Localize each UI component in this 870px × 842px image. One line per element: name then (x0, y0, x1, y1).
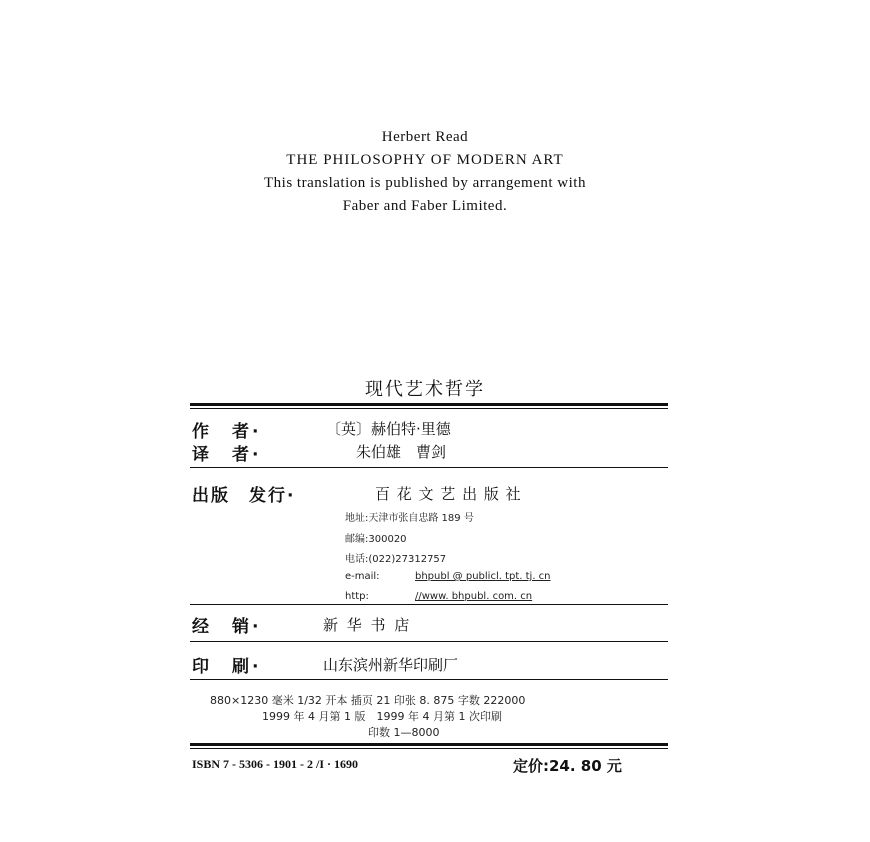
english-publisher-line: Faber and Faber Limited. (342, 198, 508, 214)
translator-value: 朱伯雄 曹剑 (356, 443, 447, 461)
publisher-label: 出版 发行· (192, 486, 296, 506)
price: 定价:24. 80 元 (513, 757, 622, 775)
chinese-title: 现代艺术哲学 (365, 379, 485, 400)
distributor-value: 新 华 书 店 (323, 616, 412, 634)
top-rule-thick (190, 403, 668, 406)
bottom-rule-thin (190, 748, 668, 749)
email-link[interactable]: bhpubl @ publicl. tpt. tj. cn (415, 571, 551, 582)
publisher-value: 百 花 文 艺 出 版 社 (375, 485, 522, 503)
publisher-address: 地址:天津市张自忠路 189 号 (345, 513, 474, 524)
printer-label: 印 刷· (192, 657, 262, 677)
english-author: Herbert Read (381, 129, 469, 145)
isbn: ISBN 7 - 5306 - 1901 - 2 /I · 1690 (192, 757, 359, 771)
imprint-print-run: 印数 1—8000 (368, 726, 440, 739)
imprint-format-line: 880×1230 毫米 1/32 开本 插页 21 印张 8. 875 字数 222000 (210, 694, 526, 707)
top-rule-thin (190, 408, 668, 409)
publisher-phone: 电话:(022)27312757 (345, 554, 447, 565)
rule-after-translator (190, 467, 668, 468)
bottom-rule-thick (190, 743, 668, 746)
author-label: 作 者· (192, 422, 262, 442)
publisher-postcode: 邮编:300020 (345, 534, 407, 545)
distributor-label: 经 销· (192, 617, 262, 637)
rule-after-printer (190, 679, 668, 680)
english-title: THE PHILOSOPHY OF MODERN ART (286, 152, 564, 168)
translator-label: 译 者· (192, 445, 262, 465)
imprint-edition-line: 1999 年 4 月第 1 版 1999 年 4 月第 1 次印刷 (262, 710, 502, 723)
rule-after-distributor (190, 641, 668, 642)
english-arrangement-line: This translation is published by arrangement with (264, 175, 586, 191)
http-link[interactable]: //www. bhpubl. com. cn (415, 591, 533, 602)
printer-value: 山东滨州新华印刷厂 (323, 656, 459, 674)
rule-after-publisher (190, 604, 668, 605)
author-value: 〔英〕赫伯特·里德 (326, 420, 451, 438)
http-label: http: (345, 591, 369, 602)
email-label: e-mail: (345, 571, 380, 582)
